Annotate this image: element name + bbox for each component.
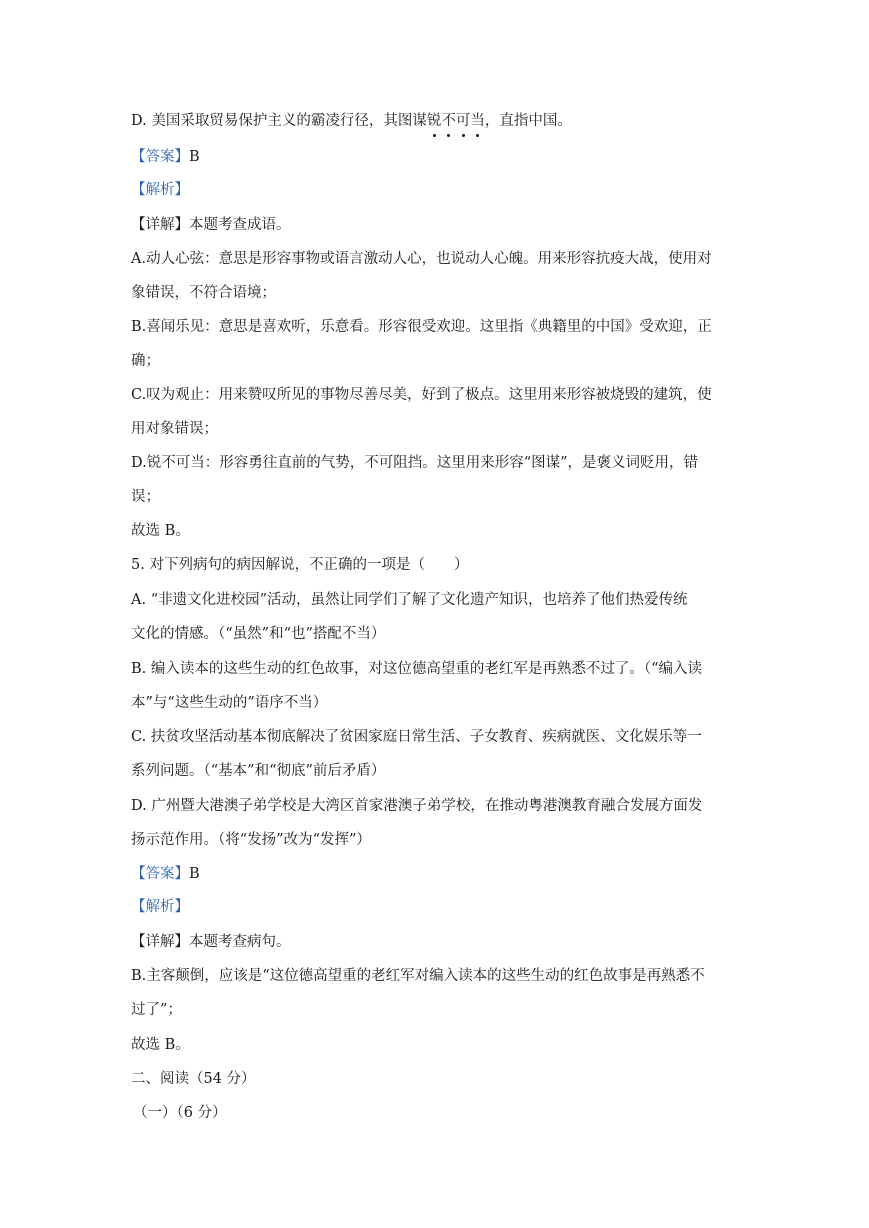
- answer-label: 【答案】: [131, 866, 189, 882]
- answer-line: [131, 864, 751, 884]
- explanation-line: 误；: [131, 489, 160, 505]
- question-option-line: A. “非遗文化进校园”活动，虽然让同学们了解了文化遗产知识，也培养了他们热爱传统: [131, 592, 688, 608]
- analysis-label: 【解析】: [131, 182, 189, 198]
- question-option-line: C. 扶贫攻坚活动基本彻底解决了贫困家庭日常生活、子女教育、疾病就医、文化娱乐等一: [131, 729, 702, 745]
- option-d-text: D. 美国采取贸易保护主义的霸凌行径，其图谋: [131, 113, 427, 129]
- subsection-title: （一）（6 分）: [133, 1105, 227, 1121]
- question-option-line: 本”与“这些生动的”语序不当）: [131, 695, 328, 711]
- answer-value: B: [189, 149, 200, 165]
- answer-label: 【答案】: [131, 149, 189, 165]
- dotted-char: 不: [441, 113, 456, 129]
- dotted-char: 可: [455, 113, 471, 129]
- option-d-text-end: ，直指中国。: [484, 113, 572, 129]
- question-option-line: B. 编入读本的这些生动的红色故事，对这位德高望重的老红军是再熟悉不过了。（“编入读: [131, 661, 703, 677]
- explanation-line: B.主客颠倒，应该是“这位德高望重的老红军对编入读本的这些生动的红色故事是再熟悉不: [131, 968, 705, 984]
- section-title: 二、阅读（54 分）: [131, 1071, 256, 1087]
- question-option-line: 扬示范作用。（将“发扬”改为“发挥”）: [131, 832, 371, 848]
- analysis-label: 【解析】: [131, 899, 189, 915]
- question-option-line: 文化的情感。（“虽然”和“也”搭配不当）: [131, 626, 386, 642]
- detail-line: [131, 932, 751, 952]
- option-d-previous: [131, 111, 751, 131]
- answer-line: [131, 147, 751, 167]
- question-option-line: D. 广州暨大港澳子弟学校是大湾区首家港澳子弟学校，在推动粤港澳教育融合发展方面发: [131, 798, 703, 814]
- question-option-line: 系列问题。（“基本”和“彻底”前后矛盾）: [131, 763, 386, 779]
- detail-label: 【详解】: [131, 934, 189, 950]
- explanation-line: B.喜闻乐见：意思是喜欢听，乐意看。形容很受欢迎。这里指《典籍里的中国》受欢迎，正: [131, 319, 712, 335]
- explanation-line: 过了”；: [131, 1002, 182, 1018]
- dotted-char: 锐: [426, 113, 442, 129]
- detail-line: [131, 215, 751, 235]
- explanation-line: C.叹为观止：用来赞叹所见的事物尽善尽美，好到了极点。这里用来形容被烧毁的建筑，使: [131, 387, 712, 403]
- explanation-line: 用对象错误；: [131, 421, 218, 437]
- dotted-char: 当: [470, 113, 485, 129]
- answer-value: B: [189, 866, 200, 882]
- conclusion-line: 故选 B。: [131, 1037, 190, 1053]
- detail-text: 本题考查病句。: [189, 934, 291, 950]
- explanation-line: 象错误，不符合语境；: [131, 285, 276, 301]
- question-5-stem: 5. 对下列病句的病因解说，不正确的一项是（ ）: [131, 557, 469, 573]
- explanation-line: D.锐不可当：形容勇往直前的气势，不可阻挡。这里用来形容“图谋”，是褒义词贬用，错: [131, 455, 699, 471]
- explanation-line: A.动人心弦：意思是形容事物或语言激动人心，也说动人心魄。用来形容抗疫大战，使用对: [131, 251, 712, 267]
- explanation-line: 确；: [131, 353, 160, 369]
- detail-text: 本题考查成语。: [189, 217, 291, 233]
- detail-label: 【详解】: [131, 217, 189, 233]
- conclusion-line: 故选 B。: [131, 523, 190, 539]
